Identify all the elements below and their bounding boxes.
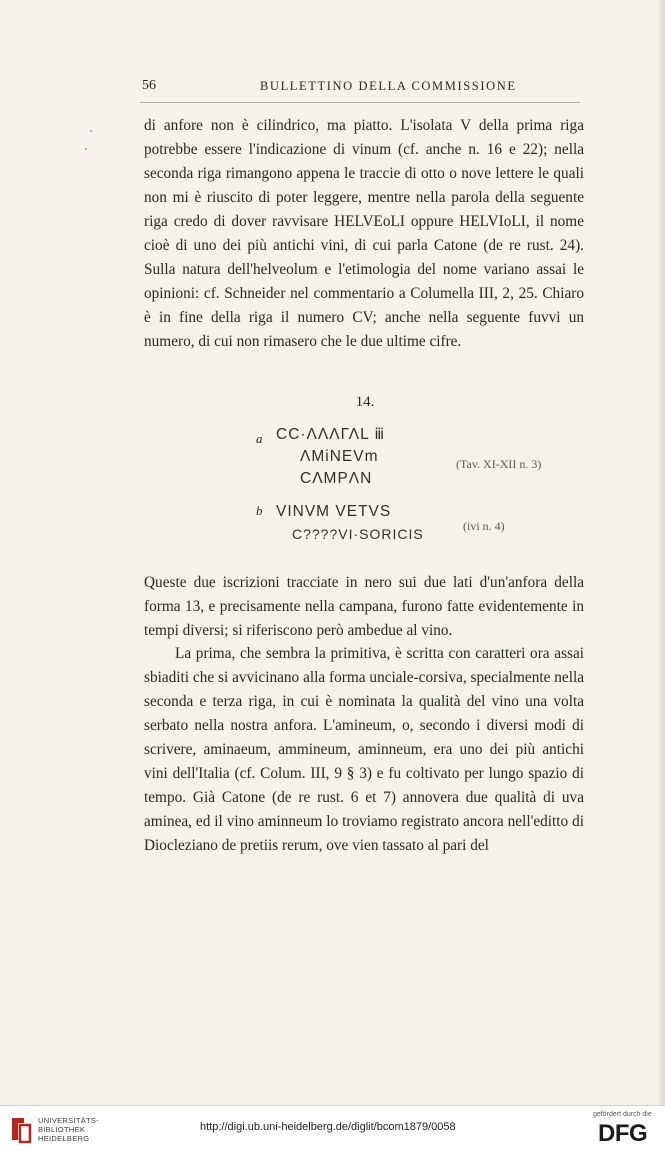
paper-speck	[90, 130, 92, 132]
dfg-logo[interactable]: DFG	[598, 1120, 648, 1147]
paper-speck	[85, 148, 87, 150]
section-number: 14.	[355, 394, 375, 410]
library-name-line: BIBLIOTHEK	[38, 1125, 86, 1134]
funding-caption: gefördert durch die	[593, 1111, 652, 1118]
inscription-a-line-1: CC·ΛΛΛΓΛL ⅲ	[276, 426, 386, 443]
permalink-url[interactable]: http://digi.ub.uni-heidelberg.de/diglit/bcom1879/0058	[200, 1121, 456, 1133]
inscription-b-line-2: C????VI·SORICIS	[292, 526, 424, 542]
paragraph-1: di anfore non è cilindrico, ma piatto. L'isolata V della prima riga potrebbe essere l'indicazione di vinum (cf. anche n. 16 e 22); nella seconda riga rimangono appena le traccie di otto o nove lettere le quali non mi è riuscito di poter leggere, mentre nella parola della seguente riga credo di dover ravvisare HELVEoLI oppure HELVIoLI, il nome cioè di uno dei più antichi vini, di cui parla Catone (de re rust. 24). Sulla natura dell'helveolum e l'etimologia del nome variano assai le opinioni: cf. Schneider nel commentario a Columella III, 2, 25. Chiaro è in fine della riga il numero CV; anche nella seguente fuvvi un numero, di cui non rimasero che le due ultime cifre.	[144, 117, 584, 350]
page-edge-shadow	[659, 0, 665, 1105]
viewer-footer	[0, 1105, 665, 1151]
inscription-a-line-2: ΛMiNEVm	[300, 448, 379, 465]
paragraph-2: Queste due iscrizioni tracciate in nero sui due lati d'un'anfora della forma 13, e precisamente nella campana, furono fatte evidentemente in tempi diversi; si riferiscono però ambedue al vino.	[144, 574, 584, 639]
running-header	[120, 76, 580, 98]
running-title: BULLETTINO DELLA COMMISSIONE	[260, 79, 517, 93]
ub-heidelberg-logo-icon[interactable]	[8, 1114, 34, 1144]
inscription-b-marker: b	[256, 503, 263, 518]
inscription-b-line-1: VINVM VETVS	[276, 503, 392, 520]
header-rule	[140, 102, 580, 103]
inscription-a-reference: (Tav. XI-XII n. 3)	[456, 457, 542, 471]
inscription-b-reference: (ivi n. 4)	[463, 519, 505, 533]
library-name-line: HEIDELBERG	[38, 1134, 90, 1143]
inscription-a-line-3: CΛMPΛN	[300, 470, 373, 487]
library-name	[38, 1116, 99, 1143]
library-name-line: UNIVERSITÄTS-	[38, 1116, 99, 1125]
page-number: 56	[142, 78, 156, 93]
paragraph-3: La prima, che sembra la primitiva, è scritta con caratteri ora assai sbiaditi che si avvicinano alla forma unciale-corsiva, specialmente nella seconda e terza riga, in cui è nominata la qualità del vino una volta serbato nella nostra anfora. L'amineum, o, secondo i diversi modi di scrivere, aminaeum, ammineum, aminneum, era uno dei più antichi vini dell'Italia (cf. Colum. III, 9 § 3) e fu coltivato per lungo spazio di tempo. Già Catone (de re rust. 6 et 7) annovera due qualità di uva aminea, ed il vino aminneum lo troviamo registrato ancora nell'editto di Diocleziano de pretiis rerum, ove vien tassato al pari del	[144, 645, 584, 854]
inscription-a-marker: a	[256, 431, 263, 446]
